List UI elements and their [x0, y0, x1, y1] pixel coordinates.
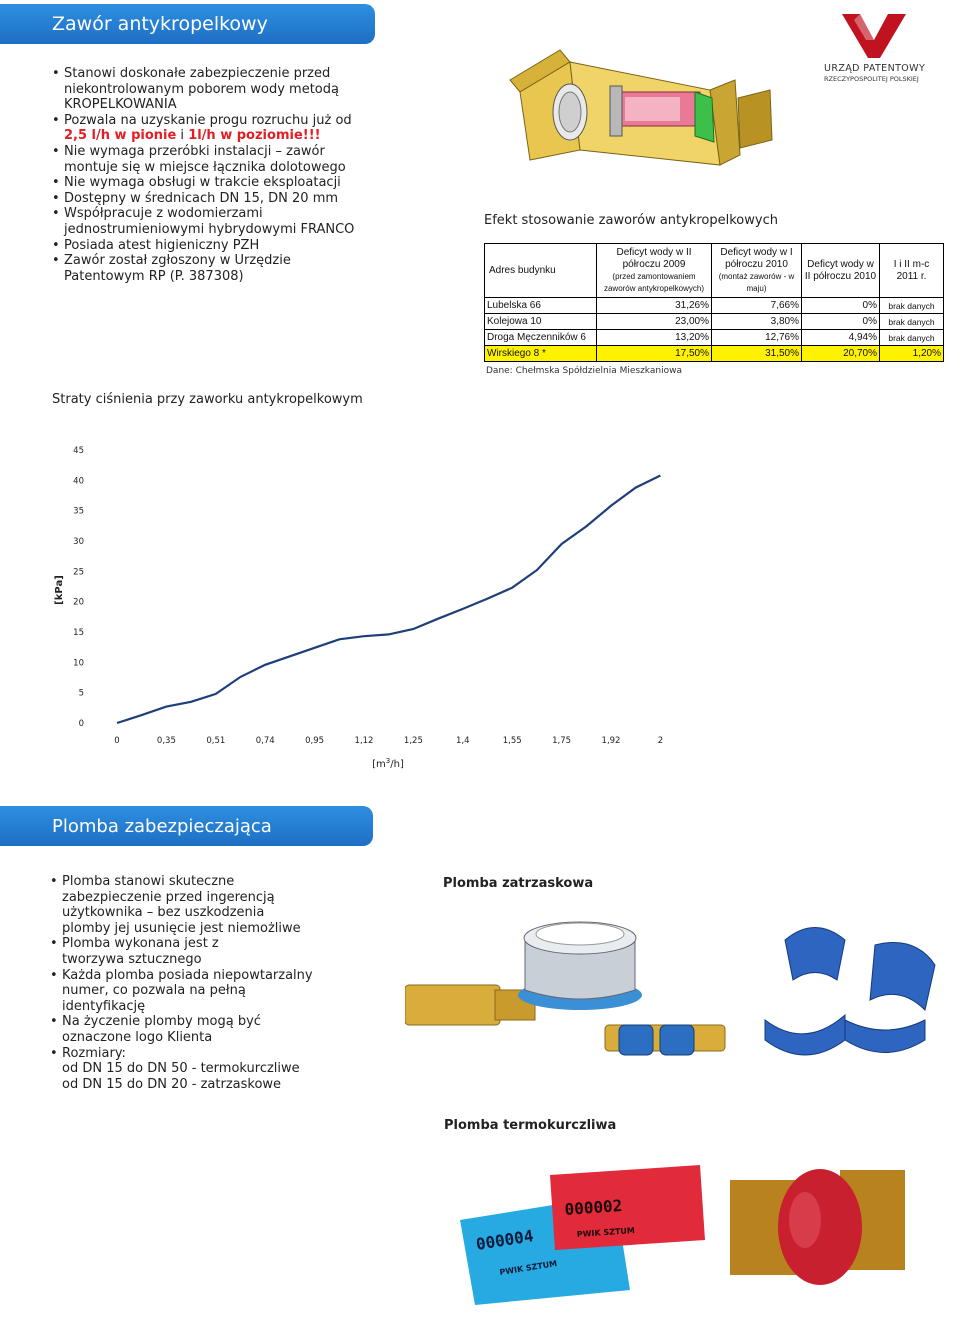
list-item: • Na życzenie plomby mogą być oznaczone logo Klienta [50, 1014, 320, 1045]
x-tick-label: 1,25 [403, 736, 423, 746]
pressure-loss-chart [40, 430, 700, 780]
list-item: • Nie wymaga obsługi w trakcie eksploatacji [52, 175, 372, 191]
x-axis-label: $[m^3/h]$ [372, 757, 404, 770]
list-item: • Dostępny w średnicach DN 15, DN 20 mm [52, 191, 372, 207]
effect-table [484, 243, 944, 362]
section-banner-seal [0, 806, 373, 846]
x-tick-label: 1,92 [601, 736, 621, 746]
table-source-note: Dane: Chełmska Spółdzielnia Mieszkaniowa [486, 366, 682, 376]
column-header-deficit-h2-2010: Deficyt wody w II półroczu 2010 [802, 244, 880, 298]
water-meter-snap-seal-image [405, 900, 955, 1070]
y-axis-label: [kPa] [54, 575, 65, 605]
red-tag-number: 000002 [563, 1196, 623, 1219]
table-cell: 31,26% [597, 298, 712, 314]
red-tag-text: PWIK SZTUM [576, 1225, 636, 1239]
table-cell: Droga Męczenników 6 [485, 330, 597, 346]
chart-title: Straty ciśnienia przy zaworku antykropelkowym [52, 392, 363, 407]
table-row [485, 298, 944, 314]
y-tick-label: 45 [73, 446, 84, 456]
series-line [117, 476, 660, 724]
list-item: • Współpracuje z wodomierzami jednostrumieniowymi hybrydowymi FRANCO [52, 206, 372, 237]
y-tick-label: 25 [73, 567, 84, 578]
logo-text-line2: RZECZYPOSPOLITEJ POLSKIEJ [824, 75, 919, 83]
patent-office-logo [820, 10, 930, 82]
blue-tag-text: PWIK SZTUM [498, 1258, 558, 1277]
snap-seal-title: Plomba zatrzaskowa [443, 876, 594, 891]
x-tick-label: 0 [114, 736, 120, 746]
table-cell: 13,20% [597, 330, 712, 346]
section-title-valve: Zawór antykropelkowy [52, 13, 268, 35]
logo-text-line1: URZĄD PATENTOWY [824, 63, 926, 74]
table-cell: brak danych [880, 298, 944, 314]
list-item: • Rozmiary: od DN 15 do DN 50 - termokurczliwe od DN 15 do DN 20 - zatrzaskowe [50, 1046, 390, 1093]
y-tick-label: 10 [73, 658, 84, 669]
table-row [485, 330, 944, 346]
list-item: • Nie wymaga przeróbki instalacji – zawór montuje się w miejsce łącznika dolotowego [52, 144, 372, 175]
table-cell: 31,50% [712, 346, 802, 362]
table-cell: 17,50% [597, 346, 712, 362]
section-banner-valve [0, 4, 375, 44]
seal-feature-list [50, 874, 390, 1092]
table-header-row [485, 244, 944, 298]
table-cell: 0% [802, 314, 880, 330]
table-cell: brak danych [880, 314, 944, 330]
table-row [485, 314, 944, 330]
table-cell: brak danych [880, 330, 944, 346]
table-cell: 20,70% [802, 346, 880, 362]
table-cell: Lubelska 66 [485, 298, 597, 314]
y-tick-label: 35 [73, 506, 84, 517]
column-header-address: Adres budynku [485, 244, 597, 298]
table-cell: 4,94% [802, 330, 880, 346]
list-item: • Zawór został zgłoszony w Urzędzie Patentowym RP (P. 387308) [52, 253, 372, 284]
table-cell: 3,80% [712, 314, 802, 330]
table-cell: Kolejowa 10 [485, 314, 597, 330]
y-tick-label: 40 [73, 476, 84, 487]
list-item: • Posiada atest higieniczny PZH [52, 238, 372, 254]
effect-table-title: Efekt stosowanie zaworów antykropelkowych [484, 213, 778, 228]
y-tick-label: 15 [73, 628, 84, 638]
x-tick-label: 1,12 [354, 736, 374, 746]
column-header-2011: I i II m-c 2011 r. [880, 244, 944, 298]
valve-cross-section-image [500, 40, 800, 170]
x-tick-label: 1,4 [456, 736, 470, 746]
x-tick-label: 1,75 [552, 736, 572, 746]
list-item: • Pozwala na uzyskanie progu rozruchu już od 2,5 l/h w pionie i 1l/h w poziomie!!! [52, 113, 372, 144]
x-tick-label: 0,74 [255, 736, 275, 746]
table-row-highlighted [485, 346, 944, 362]
column-header-deficit-2009: Deficyt wody w II półroczu 2009 (przed zamontowaniem zaworów antykropelkowych) [597, 244, 712, 298]
list-item: • Każda plomba posiada niepowtarzalny numer, co pozwala na pełną identyfikację [50, 968, 330, 1015]
y-tick-label: 0 [78, 719, 84, 729]
patent-office-emblem-icon [842, 10, 906, 60]
list-item: • Plomba wykonana jest z tworzywa sztucznego [50, 936, 280, 967]
x-tick-label: 0,35 [156, 736, 176, 746]
heat-shrink-seal-title: Plomba termokurczliwa [444, 1118, 617, 1133]
heat-shrink-seal-image [455, 1145, 905, 1305]
table-cell: 1,20% [880, 346, 944, 362]
y-tick-label: 30 [73, 537, 84, 547]
table-cell: 0% [802, 298, 880, 314]
valve-feature-list [52, 66, 372, 284]
x-tick-label: 2 [657, 736, 664, 746]
list-item: • Stanowi doskonałe zabezpieczenie przed niekontrolowanym poborem wody metodą KROPELKOWANIA [52, 66, 372, 113]
column-header-deficit-h1-2010: Deficyt wody w I półroczu 2010 (montaż zaworów - w maju) [712, 244, 802, 298]
y-tick-label: 20 [73, 597, 84, 608]
list-item: • Plomba stanowi skuteczne zabezpieczenie przed ingerencją użytkownika – bez uszkodzenia plomby jej usunięcie jest niemożliwe [50, 874, 315, 936]
x-tick-label: 0,95 [305, 736, 325, 746]
x-tick-label: 0,51 [206, 736, 226, 746]
table-cell: 12,76% [712, 330, 802, 346]
table-cell: 23,00% [597, 314, 712, 330]
y-tick-label: 5 [78, 688, 84, 699]
section-title-seal: Plomba zabezpieczająca [52, 815, 272, 837]
table-cell: 7,66% [712, 298, 802, 314]
x-tick-label: 1,55 [502, 736, 522, 746]
table-cell: Wirskiego 8 * [485, 346, 597, 362]
blue-tag-number: 000004 [474, 1226, 535, 1254]
